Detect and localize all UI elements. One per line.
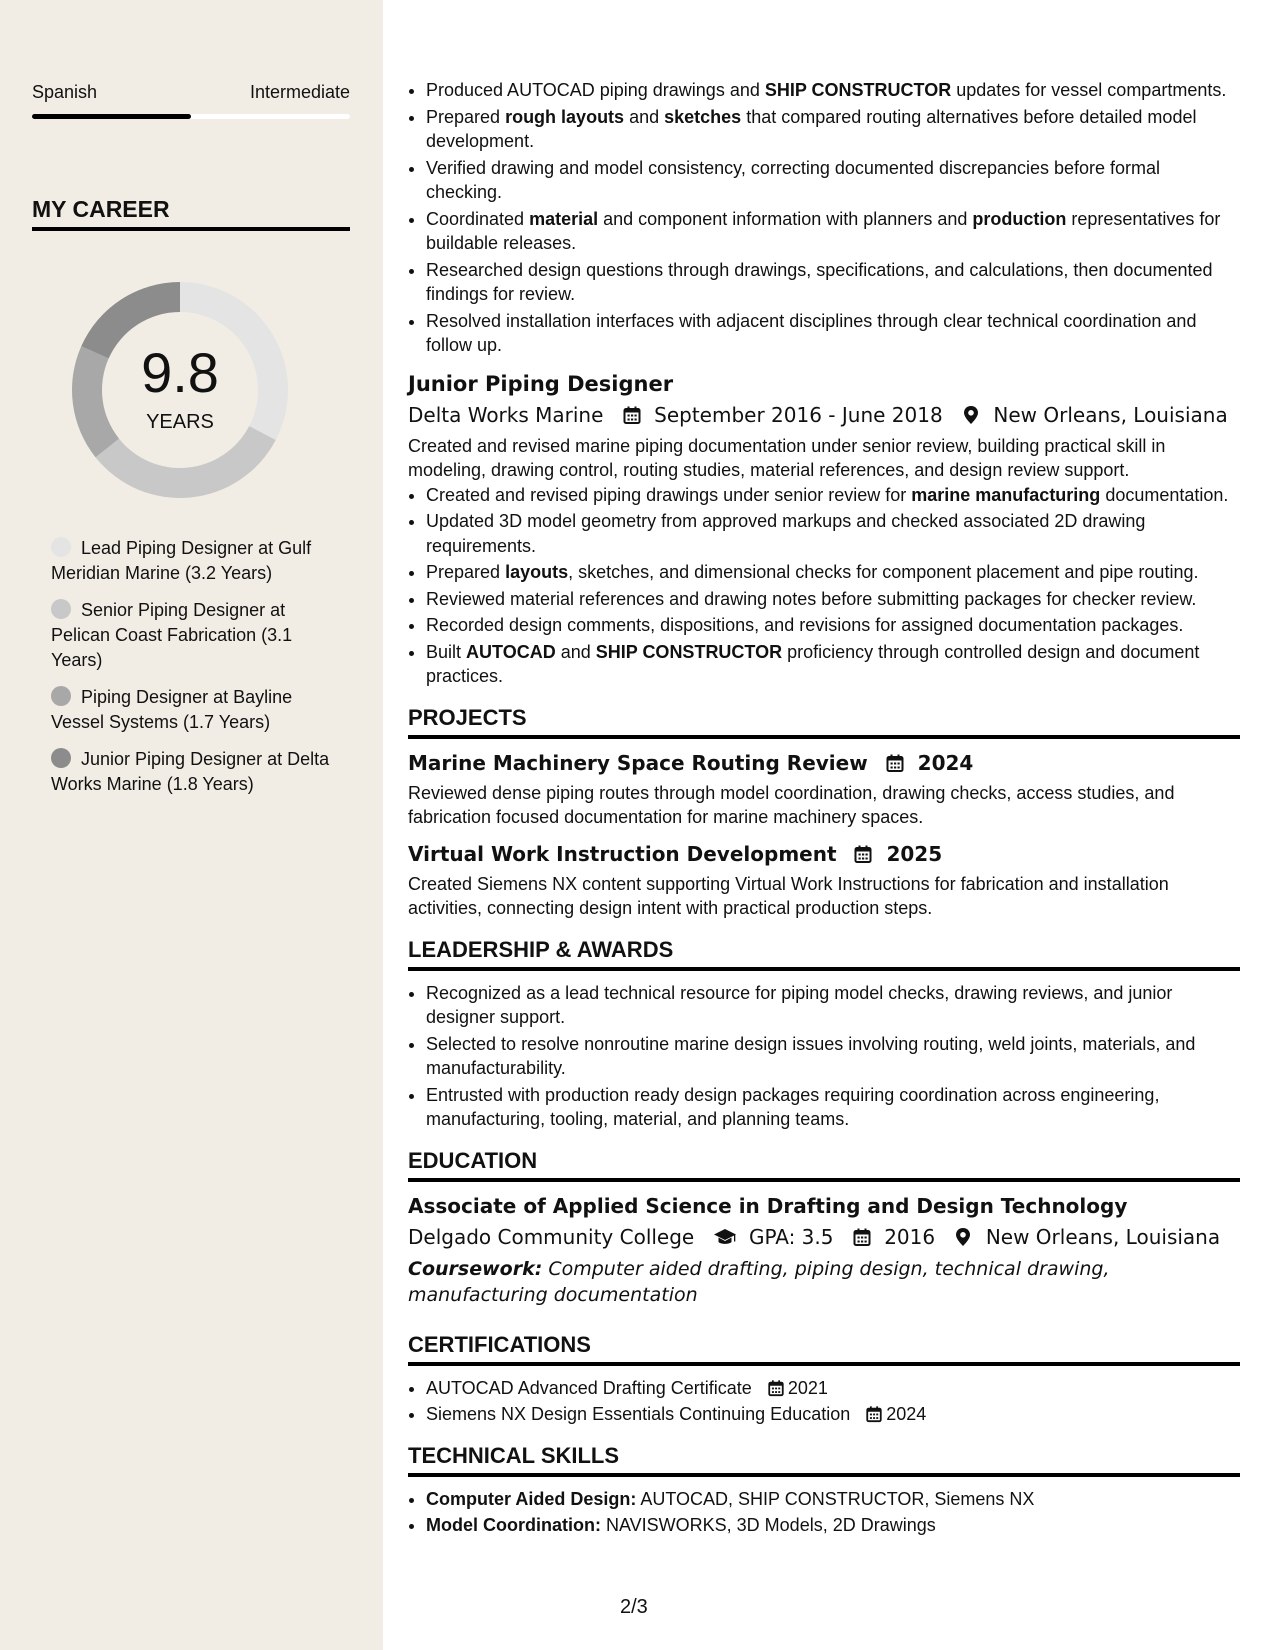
project-title: Virtual Work Instruction Development [408,841,837,866]
legend-dot [51,686,71,706]
education-location: New Orleans, Louisiana [985,1224,1221,1249]
leadership-bullets [408,981,1240,1132]
bullet-item [426,613,1240,638]
job-meta [408,400,1240,430]
donut-segment-2 [96,426,276,498]
bullet-item [426,640,1240,689]
bullet-item [426,587,1240,612]
bullet-text: Produced AUTOCAD piping drawings and [426,80,765,100]
bullet-emphasis: SHIP CONSTRUCTOR [595,641,783,662]
leadership-bullet: • Entrusted with production ready design packages requiring coordination across engineering, manufacturing, tooling, material, and planning teams. [426,1083,1240,1132]
legend-dot [51,748,71,768]
location-pin-icon [953,1227,973,1247]
bullet-item [426,78,1240,103]
degree-title: Associate of Applied Science in Drafting and Design Technology [408,1193,1128,1218]
coursework-label: Coursework: [408,1257,543,1280]
project-item [408,749,1240,830]
coursework [408,1256,1240,1308]
language-row [32,82,350,103]
bullet-text: updates for vessel compartments. [951,80,1227,100]
bullet-text: and [555,641,596,662]
career-legend-label: Lead Piping Designer at Gulf Meridian Marine (3.2 Years) [51,538,312,583]
page-number: 2/3 [620,1596,648,1618]
coursework-text: Computer aided drafting, piping design, technical drawing, manufacturing documentation [408,1257,1110,1306]
certification-year: 2024 [886,1404,927,1424]
project-description: Reviewed dense piping routes through model coordination, drawing checks, access studies, and fabrication focused documentation for marine machinery spaces. [408,782,1175,827]
main-content [408,0,1240,1650]
language-name: Spanish [32,82,98,102]
career-legend-item [51,747,341,797]
bullet-text: Prepared [426,106,506,127]
junior-job-bullets [408,483,1240,689]
calendar-icon [885,753,905,773]
bullet-text: proficiency through controlled design and document practices. [426,641,1200,686]
certification-list [408,1376,1240,1427]
project-title-row [408,749,1240,777]
education-heading: EDUCATION [408,1148,1240,1182]
certification-item [426,1402,1240,1427]
calendar-icon [852,1227,872,1247]
career-total-unit: YEARS [146,411,214,433]
legend-dot [51,599,71,619]
bullet-text: Created and revised piping drawings under senior review for [426,484,912,505]
bullet-emphasis: SHIP CONSTRUCTOR [764,80,952,100]
bullet-text: Reviewed material references and drawing notes before submitting packages for checker review. [426,588,1197,609]
language-proficiency-bar [32,114,350,119]
skill-label: Model Coordination: [426,1515,601,1535]
bullet-text: documentation. [1100,484,1229,505]
bullet-text: Built [426,641,467,662]
education-year: 2016 [884,1224,936,1249]
bullet-item [426,309,1240,358]
bullet-emphasis: sketches [664,106,742,127]
language-level: Intermediate [249,82,350,102]
certification-year: 2021 [787,1377,828,1398]
project-title: Marine Machinery Space Routing Review [408,750,868,775]
career-heading: MY CAREER [32,196,350,231]
career-legend-item [51,598,341,673]
bullet-text: representatives for buildable releases. [426,208,1221,253]
career-total-value: 9.8 [141,341,219,404]
skills-list [408,1487,1240,1538]
bullet-item [426,509,1240,558]
career-legend-item [51,685,341,735]
bullet-text: and component information with planners and [598,208,973,229]
project-item [408,840,1240,921]
bullet-emphasis: layouts [505,562,569,582]
bullet-text: , sketches, and dimensional checks for component placement and pipe routing. [568,562,1199,582]
project-year: 2025 [886,841,943,866]
bullet-text: Recorded design comments, dispositions, and revisions for assigned documentation packages. [426,615,1184,635]
legend-dot [51,537,71,557]
job-description: Created and revised marine piping documentation under senior review, building practical skill in modeling, drawing control, routing studies, material references, and design review support. [408,435,1166,480]
certification-item [426,1376,1240,1401]
bullet-text: Updated 3D model geometry from approved markups and checked associated 2D drawing requirements. [426,511,1146,556]
career-legend-item [51,536,341,586]
bullet-text: Verified drawing and model consistency, correcting documented discrepancies before formal checking. [426,157,1161,202]
donut-segment-3 [72,346,119,457]
projects-heading: PROJECTS [408,705,1240,739]
location-pin-icon [961,405,981,425]
prev-job-bullets [408,78,1240,358]
bullet-text: Prepared [426,562,506,582]
bullet-text: Researched design questions through drawings, specifications, and calculations, then documented findings for review. [426,259,1213,304]
leadership-bullet: • Selected to resolve nonroutine marine design issues involving routing, weld joints, materials, and manufacturability. [426,1032,1240,1081]
job-dates: September 2016 - June 2018 [654,402,943,427]
bullet-emphasis: AUTOCAD [466,641,556,662]
bullet-text: that compared routing alternatives before detailed model development. [426,106,1197,151]
bullet-emphasis: marine manufacturing [911,484,1101,505]
calendar-icon [622,405,642,425]
career-donut-chart [60,270,300,510]
graduation-cap-icon [713,1227,737,1247]
language-proficiency-fill [32,114,191,119]
skill-label: Computer Aided Design: [426,1488,637,1509]
calendar-icon [853,844,873,864]
bullet-emphasis: production [972,208,1067,229]
education-gpa: GPA: 3.5 [748,1224,834,1249]
skill-value: AUTOCAD, SHIP CONSTRUCTOR, Siemens NX [636,1488,1035,1509]
school-name: Delgado Community College [408,1224,695,1249]
project-title-row [408,840,1240,868]
bullet-item [426,258,1240,307]
career-legend-label: Junior Piping Designer at Delta Works Marine (1.8 Years) [51,749,330,794]
certification-name: AUTOCAD Advanced Drafting Certificate [426,1377,752,1398]
bullet-item [426,560,1240,585]
sidebar [0,0,383,1650]
project-year: 2024 [917,750,974,775]
job-company: Delta Works Marine [408,402,604,427]
bullet-item [426,207,1240,256]
bullet-emphasis: material [529,208,599,229]
bullet-item [426,156,1240,205]
bullet-item [426,483,1240,508]
job-title: Junior Piping Designer [408,371,674,396]
calendar-icon [865,1405,883,1423]
certification-name: Siemens NX Design Essentials Continuing Education [426,1404,851,1424]
skill-item [426,1513,1240,1538]
job-location: New Orleans, Louisiana [993,402,1228,427]
career-legend-label: Piping Designer at Bayline Vessel Systems (1.7 Years) [51,687,293,732]
certifications-heading: CERTIFICATIONS [408,1332,1240,1366]
career-legend [51,536,341,809]
skills-heading: TECHNICAL SKILLS [408,1443,1240,1477]
skill-item [426,1487,1240,1512]
project-description: Created Siemens NX content supporting Virtual Work Instructions for fabrication and installation activities, connecting design intent with practical production steps. [408,873,1169,918]
bullet-text: Coordinated [426,208,530,229]
bullet-item [426,105,1240,154]
calendar-icon [767,1379,785,1397]
bullet-text: Resolved installation interfaces with adjacent disciplines through clear technical coordination and follow up. [426,310,1197,355]
education-meta [408,1222,1240,1252]
career-legend-label: Senior Piping Designer at Pelican Coast Fabrication (3.1 Years) [51,600,293,670]
leadership-bullet: • Recognized as a lead technical resource for piping model checks, drawing reviews, and junior designer support. [426,981,1240,1030]
bullet-text: and [624,106,665,127]
skill-value: NAVISWORKS, 3D Models, 2D Drawings [600,1515,936,1535]
bullet-emphasis: rough layouts [505,106,625,127]
leadership-heading: LEADERSHIP & AWARDS [408,937,1240,971]
